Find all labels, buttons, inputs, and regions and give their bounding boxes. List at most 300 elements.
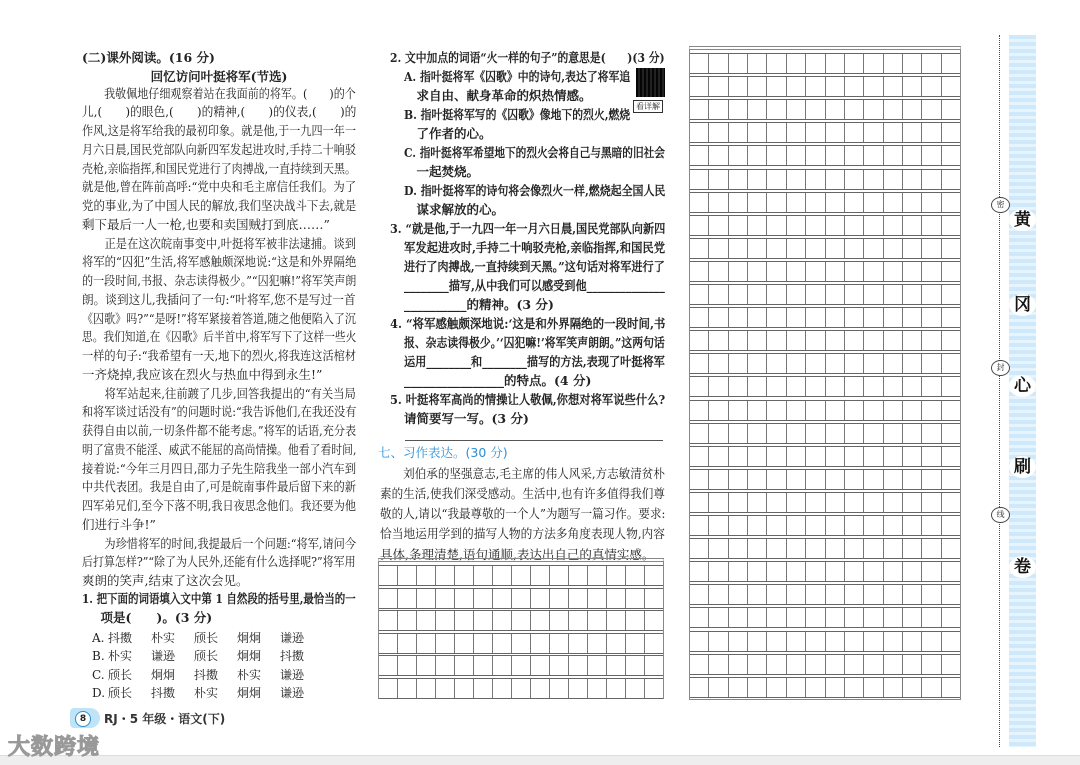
grid-cell[interactable] — [379, 656, 398, 675]
grid-cell[interactable] — [884, 146, 903, 165]
grid-cell[interactable] — [690, 100, 709, 119]
grid-cell[interactable] — [748, 377, 767, 396]
grid-cell[interactable] — [398, 566, 417, 585]
grid-cell[interactable] — [436, 679, 455, 698]
grid-cell[interactable] — [884, 516, 903, 535]
grid-cell[interactable] — [845, 447, 864, 466]
grid-cell[interactable] — [806, 516, 825, 535]
grid-cell[interactable] — [787, 493, 806, 512]
grid-cell[interactable] — [455, 566, 474, 585]
grid-cell[interactable] — [922, 285, 941, 304]
grid-cell[interactable] — [826, 585, 845, 604]
grid-cell[interactable] — [806, 170, 825, 189]
grid-cell[interactable] — [474, 679, 493, 698]
grid-cell[interactable] — [903, 239, 922, 258]
grid-cell[interactable] — [942, 285, 960, 304]
grid-cell[interactable] — [493, 589, 512, 608]
grid-cell[interactable] — [748, 331, 767, 350]
grid-cell[interactable] — [922, 216, 941, 235]
grid-cell[interactable] — [864, 146, 883, 165]
grid-cell[interactable] — [709, 678, 728, 697]
grid-cell[interactable] — [626, 611, 645, 630]
grid-cell[interactable] — [379, 679, 398, 698]
grid-cell[interactable] — [787, 123, 806, 142]
grid-cell[interactable] — [436, 589, 455, 608]
grid-cell[interactable] — [845, 585, 864, 604]
grid-cell[interactable] — [748, 401, 767, 420]
grid-cell[interactable] — [826, 655, 845, 674]
grid-cell[interactable] — [903, 354, 922, 373]
grid-cell[interactable] — [826, 516, 845, 535]
grid-cell[interactable] — [903, 632, 922, 651]
grid-cell[interactable] — [748, 308, 767, 327]
grid-cell[interactable] — [884, 585, 903, 604]
grid-cell[interactable] — [588, 611, 607, 630]
grid-cell[interactable] — [748, 239, 767, 258]
grid-cell[interactable] — [690, 170, 709, 189]
grid-cell[interactable] — [903, 516, 922, 535]
grid-cell[interactable] — [729, 239, 748, 258]
grid-cell[interactable] — [748, 146, 767, 165]
grid-cell[interactable] — [903, 655, 922, 674]
grid-cell[interactable] — [884, 401, 903, 420]
grid-cell[interactable] — [884, 216, 903, 235]
grid-cell[interactable] — [903, 285, 922, 304]
grid-cell[interactable] — [787, 470, 806, 489]
grid-cell[interactable] — [922, 308, 941, 327]
grid-cell[interactable] — [748, 424, 767, 443]
grid-cell[interactable] — [826, 239, 845, 258]
grid-cell[interactable] — [826, 354, 845, 373]
grid-cell[interactable] — [826, 424, 845, 443]
grid-cell[interactable] — [903, 562, 922, 581]
grid-cell[interactable] — [607, 656, 626, 675]
grid-cell[interactable] — [922, 377, 941, 396]
grid-cell[interactable] — [942, 123, 960, 142]
grid-cell[interactable] — [787, 632, 806, 651]
grid-cell[interactable] — [455, 589, 474, 608]
grid-cell[interactable] — [531, 679, 550, 698]
grid-cell[interactable] — [884, 354, 903, 373]
grid-cell[interactable] — [806, 470, 825, 489]
grid-cell[interactable] — [531, 656, 550, 675]
grid-cell[interactable] — [787, 655, 806, 674]
grid-cell[interactable] — [709, 216, 728, 235]
grid-cell[interactable] — [864, 562, 883, 581]
grid-cell[interactable] — [493, 634, 512, 653]
grid-cell[interactable] — [884, 239, 903, 258]
grid-cell[interactable] — [787, 239, 806, 258]
grid-cell[interactable] — [942, 470, 960, 489]
grid-cell[interactable] — [645, 634, 663, 653]
grid-cell[interactable] — [922, 354, 941, 373]
question-1-option[interactable] — [92, 629, 323, 648]
grid-cell[interactable] — [884, 493, 903, 512]
grid-cell[interactable] — [729, 516, 748, 535]
grid-cell[interactable] — [767, 377, 786, 396]
grid-cell[interactable] — [748, 354, 767, 373]
grid-cell[interactable] — [690, 146, 709, 165]
grid-cell[interactable] — [709, 354, 728, 373]
grid-cell[interactable] — [787, 262, 806, 281]
grid-cell[interactable] — [806, 54, 825, 73]
grid-cell[interactable] — [845, 216, 864, 235]
grid-cell[interactable] — [942, 632, 960, 651]
grid-cell[interactable] — [922, 678, 941, 697]
grid-cell[interactable] — [806, 424, 825, 443]
grid-cell[interactable] — [806, 354, 825, 373]
grid-cell[interactable] — [787, 539, 806, 558]
essay-grid-small[interactable] — [378, 558, 664, 699]
grid-cell[interactable] — [709, 193, 728, 212]
grid-cell[interactable] — [845, 285, 864, 304]
grid-cell[interactable] — [826, 331, 845, 350]
grid-cell[interactable] — [767, 493, 786, 512]
grid-cell[interactable] — [942, 354, 960, 373]
grid-cell[interactable] — [903, 608, 922, 627]
grid-cell[interactable] — [729, 655, 748, 674]
grid-cell[interactable] — [729, 146, 748, 165]
grid-cell[interactable] — [398, 634, 417, 653]
grid-cell[interactable] — [922, 100, 941, 119]
grid-cell[interactable] — [903, 170, 922, 189]
grid-cell[interactable] — [748, 170, 767, 189]
grid-cell[interactable] — [826, 401, 845, 420]
grid-cell[interactable] — [806, 331, 825, 350]
grid-cell[interactable] — [922, 401, 941, 420]
grid-cell[interactable] — [729, 493, 748, 512]
grid-cell[interactable] — [748, 608, 767, 627]
grid-cell[interactable] — [942, 678, 960, 697]
grid-cell[interactable] — [531, 566, 550, 585]
grid-cell[interactable] — [748, 123, 767, 142]
grid-cell[interactable] — [826, 539, 845, 558]
grid-cell[interactable] — [826, 77, 845, 96]
grid-cell[interactable] — [864, 585, 883, 604]
grid-cell[interactable] — [864, 262, 883, 281]
grid-cell[interactable] — [417, 566, 436, 585]
grid-cell[interactable] — [767, 308, 786, 327]
grid-cell[interactable] — [787, 308, 806, 327]
grid-cell[interactable] — [806, 562, 825, 581]
grid-cell[interactable] — [787, 447, 806, 466]
grid-cell[interactable] — [436, 611, 455, 630]
grid-cell[interactable] — [942, 54, 960, 73]
grid-cell[interactable] — [787, 146, 806, 165]
grid-cell[interactable] — [864, 100, 883, 119]
grid-cell[interactable] — [922, 493, 941, 512]
grid-cell[interactable] — [729, 77, 748, 96]
grid-cell[interactable] — [709, 146, 728, 165]
grid-cell[interactable] — [845, 170, 864, 189]
grid-cell[interactable] — [607, 679, 626, 698]
grid-cell[interactable] — [690, 655, 709, 674]
grid-cell[interactable] — [806, 193, 825, 212]
grid-cell[interactable] — [729, 308, 748, 327]
grid-cell[interactable] — [806, 377, 825, 396]
q5-answer-line[interactable] — [405, 440, 663, 441]
grid-cell[interactable] — [767, 354, 786, 373]
grid-cell[interactable] — [729, 193, 748, 212]
grid-cell[interactable] — [922, 239, 941, 258]
grid-cell[interactable] — [417, 679, 436, 698]
grid-cell[interactable] — [550, 634, 569, 653]
grid-cell[interactable] — [767, 239, 786, 258]
grid-cell[interactable] — [645, 589, 663, 608]
grid-cell[interactable] — [417, 589, 436, 608]
grid-cell[interactable] — [645, 566, 663, 585]
grid-cell[interactable] — [922, 655, 941, 674]
grid-cell[interactable] — [767, 608, 786, 627]
grid-cell[interactable] — [864, 678, 883, 697]
grid-cell[interactable] — [569, 566, 588, 585]
grid-cell[interactable] — [767, 193, 786, 212]
grid-cell[interactable] — [826, 123, 845, 142]
grid-cell[interactable] — [588, 566, 607, 585]
grid-cell[interactable] — [607, 589, 626, 608]
grid-cell[interactable] — [626, 589, 645, 608]
grid-cell[interactable] — [379, 634, 398, 653]
grid-cell[interactable] — [417, 656, 436, 675]
grid-cell[interactable] — [709, 632, 728, 651]
grid-cell[interactable] — [550, 589, 569, 608]
grid-cell[interactable] — [884, 562, 903, 581]
grid-cell[interactable] — [709, 123, 728, 142]
grid-cell[interactable] — [787, 193, 806, 212]
grid-cell[interactable] — [398, 656, 417, 675]
grid-cell[interactable] — [787, 585, 806, 604]
grid-cell[interactable] — [748, 216, 767, 235]
grid-cell[interactable] — [826, 493, 845, 512]
grid-cell[interactable] — [787, 608, 806, 627]
grid-cell[interactable] — [787, 354, 806, 373]
grid-cell[interactable] — [379, 566, 398, 585]
grid-cell[interactable] — [826, 678, 845, 697]
grid-cell[interactable] — [767, 424, 786, 443]
essay-grid-large[interactable] — [689, 46, 961, 700]
grid-cell[interactable] — [767, 585, 786, 604]
grid-cell[interactable] — [709, 262, 728, 281]
grid-cell[interactable] — [787, 285, 806, 304]
grid-cell[interactable] — [729, 100, 748, 119]
grid-cell[interactable] — [474, 656, 493, 675]
grid-cell[interactable] — [709, 77, 728, 96]
question-1-option[interactable] — [92, 684, 323, 703]
grid-cell[interactable] — [512, 566, 531, 585]
grid-cell[interactable] — [690, 308, 709, 327]
grid-cell[interactable] — [690, 216, 709, 235]
grid-cell[interactable] — [864, 193, 883, 212]
grid-cell[interactable] — [845, 54, 864, 73]
grid-cell[interactable] — [845, 470, 864, 489]
grid-cell[interactable] — [845, 493, 864, 512]
grid-cell[interactable] — [474, 611, 493, 630]
grid-cell[interactable] — [709, 401, 728, 420]
grid-cell[interactable] — [884, 424, 903, 443]
grid-cell[interactable] — [748, 100, 767, 119]
grid-cell[interactable] — [864, 516, 883, 535]
grid-cell[interactable] — [379, 589, 398, 608]
grid-cell[interactable] — [709, 377, 728, 396]
grid-cell[interactable] — [864, 608, 883, 627]
grid-cell[interactable] — [767, 447, 786, 466]
grid-cell[interactable] — [787, 678, 806, 697]
grid-cell[interactable] — [709, 516, 728, 535]
grid-cell[interactable] — [767, 123, 786, 142]
grid-cell[interactable] — [864, 447, 883, 466]
grid-cell[interactable] — [690, 123, 709, 142]
grid-cell[interactable] — [550, 679, 569, 698]
grid-cell[interactable] — [690, 562, 709, 581]
grid-cell[interactable] — [398, 611, 417, 630]
grid-cell[interactable] — [826, 100, 845, 119]
grid-cell[interactable] — [942, 447, 960, 466]
grid-cell[interactable] — [903, 193, 922, 212]
grid-cell[interactable] — [884, 447, 903, 466]
grid-cell[interactable] — [550, 566, 569, 585]
grid-cell[interactable] — [550, 656, 569, 675]
grid-cell[interactable] — [903, 424, 922, 443]
grid-cell[interactable] — [787, 562, 806, 581]
grid-cell[interactable] — [379, 611, 398, 630]
grid-cell[interactable] — [748, 632, 767, 651]
grid-cell[interactable] — [884, 632, 903, 651]
grid-cell[interactable] — [767, 262, 786, 281]
grid-cell[interactable] — [690, 262, 709, 281]
grid-cell[interactable] — [826, 608, 845, 627]
grid-cell[interactable] — [845, 539, 864, 558]
grid-cell[interactable] — [748, 562, 767, 581]
grid-cell[interactable] — [729, 585, 748, 604]
grid-cell[interactable] — [767, 470, 786, 489]
grid-cell[interactable] — [942, 331, 960, 350]
grid-cell[interactable] — [845, 608, 864, 627]
grid-cell[interactable] — [626, 679, 645, 698]
grid-cell[interactable] — [690, 354, 709, 373]
grid-cell[interactable] — [806, 100, 825, 119]
grid-cell[interactable] — [864, 239, 883, 258]
grid-cell[interactable] — [884, 262, 903, 281]
grid-cell[interactable] — [922, 470, 941, 489]
grid-cell[interactable] — [806, 632, 825, 651]
grid-cell[interactable] — [767, 77, 786, 96]
grid-cell[interactable] — [748, 655, 767, 674]
grid-cell[interactable] — [417, 634, 436, 653]
grid-cell[interactable] — [806, 239, 825, 258]
grid-cell[interactable] — [903, 216, 922, 235]
grid-cell[interactable] — [690, 377, 709, 396]
grid-cell[interactable] — [474, 566, 493, 585]
qr-code[interactable] — [636, 68, 665, 97]
grid-cell[interactable] — [729, 170, 748, 189]
grid-cell[interactable] — [690, 447, 709, 466]
grid-cell[interactable] — [884, 377, 903, 396]
grid-cell[interactable] — [942, 170, 960, 189]
grid-cell[interactable] — [845, 123, 864, 142]
grid-cell[interactable] — [942, 262, 960, 281]
grid-cell[interactable] — [607, 611, 626, 630]
grid-cell[interactable] — [903, 100, 922, 119]
grid-cell[interactable] — [729, 539, 748, 558]
grid-cell[interactable] — [588, 679, 607, 698]
grid-cell[interactable] — [806, 401, 825, 420]
grid-cell[interactable] — [748, 77, 767, 96]
grid-cell[interactable] — [864, 470, 883, 489]
question-1-option[interactable] — [92, 666, 323, 685]
grid-cell[interactable] — [748, 470, 767, 489]
grid-cell[interactable] — [864, 170, 883, 189]
grid-cell[interactable] — [806, 262, 825, 281]
grid-cell[interactable] — [942, 608, 960, 627]
grid-cell[interactable] — [690, 285, 709, 304]
grid-cell[interactable] — [690, 470, 709, 489]
grid-cell[interactable] — [569, 589, 588, 608]
grid-cell[interactable] — [767, 331, 786, 350]
grid-cell[interactable] — [512, 634, 531, 653]
grid-cell[interactable] — [942, 239, 960, 258]
grid-cell[interactable] — [903, 146, 922, 165]
grid-cell[interactable] — [806, 678, 825, 697]
grid-cell[interactable] — [767, 655, 786, 674]
grid-cell[interactable] — [709, 424, 728, 443]
grid-cell[interactable] — [767, 539, 786, 558]
grid-cell[interactable] — [729, 470, 748, 489]
grid-cell[interactable] — [942, 516, 960, 535]
grid-cell[interactable] — [845, 77, 864, 96]
grid-cell[interactable] — [690, 516, 709, 535]
grid-cell[interactable] — [806, 447, 825, 466]
grid-cell[interactable] — [845, 632, 864, 651]
grid-cell[interactable] — [512, 656, 531, 675]
grid-cell[interactable] — [845, 262, 864, 281]
grid-cell[interactable] — [588, 656, 607, 675]
grid-cell[interactable] — [806, 608, 825, 627]
grid-cell[interactable] — [942, 146, 960, 165]
grid-cell[interactable] — [884, 539, 903, 558]
grid-cell[interactable] — [767, 146, 786, 165]
grid-cell[interactable] — [709, 470, 728, 489]
grid-cell[interactable] — [767, 516, 786, 535]
grid-cell[interactable] — [787, 77, 806, 96]
grid-cell[interactable] — [569, 679, 588, 698]
grid-cell[interactable] — [922, 193, 941, 212]
grid-cell[interactable] — [729, 54, 748, 73]
grid-cell[interactable] — [787, 331, 806, 350]
grid-cell[interactable] — [903, 678, 922, 697]
grid-cell[interactable] — [493, 611, 512, 630]
grid-cell[interactable] — [864, 331, 883, 350]
grid-cell[interactable] — [709, 100, 728, 119]
grid-cell[interactable] — [826, 377, 845, 396]
grid-cell[interactable] — [942, 308, 960, 327]
grid-cell[interactable] — [690, 632, 709, 651]
question-1-option[interactable] — [92, 647, 323, 666]
grid-cell[interactable] — [903, 54, 922, 73]
grid-cell[interactable] — [826, 632, 845, 651]
grid-cell[interactable] — [884, 678, 903, 697]
grid-cell[interactable] — [531, 589, 550, 608]
grid-cell[interactable] — [748, 193, 767, 212]
grid-cell[interactable] — [884, 193, 903, 212]
grid-cell[interactable] — [884, 608, 903, 627]
grid-cell[interactable] — [903, 585, 922, 604]
grid-cell[interactable] — [493, 656, 512, 675]
grid-cell[interactable] — [806, 77, 825, 96]
grid-cell[interactable] — [690, 77, 709, 96]
grid-cell[interactable] — [512, 589, 531, 608]
grid-cell[interactable] — [826, 54, 845, 73]
grid-cell[interactable] — [474, 589, 493, 608]
